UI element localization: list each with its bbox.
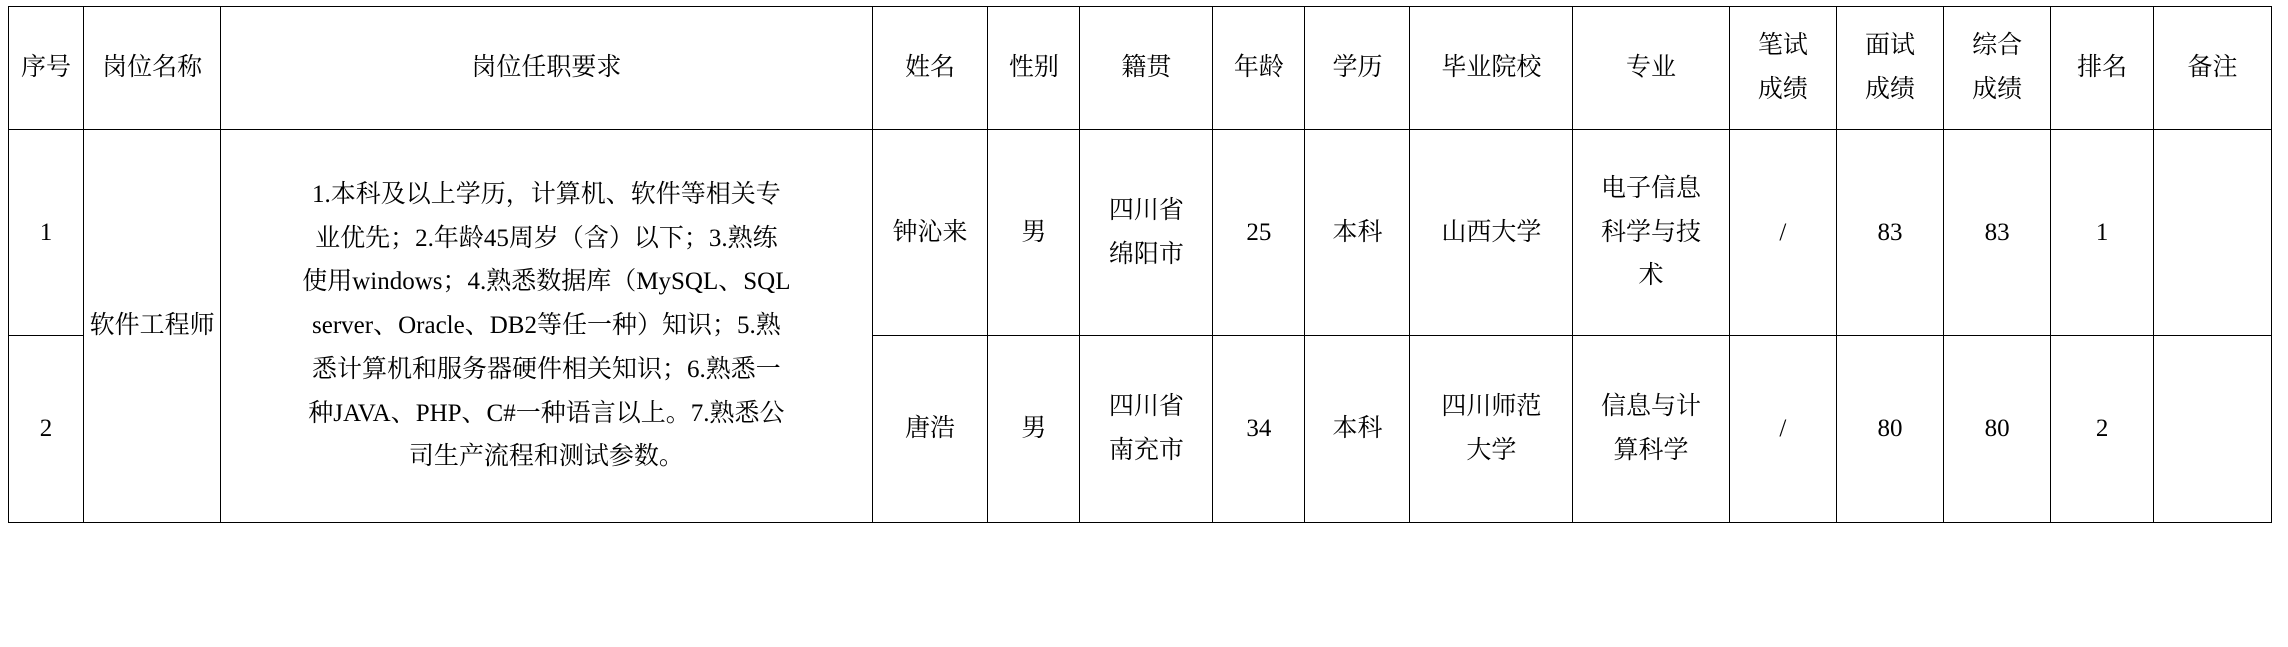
cell-gender: 男	[988, 336, 1080, 523]
header-gender: 性别	[988, 7, 1080, 130]
cell-native-place	[1080, 130, 1213, 336]
native-place-line: 南充市	[1108, 437, 1184, 464]
header-education: 学历	[1305, 7, 1410, 130]
cell-native-place	[1080, 336, 1213, 523]
header-written-line1: 笔试	[1757, 32, 1808, 60]
requirement-line: 悉计算机和服务器硬件相关知识；6.熟悉一	[311, 355, 781, 383]
header-written-line2: 成绩	[1757, 76, 1808, 103]
major-line: 科学与技	[1601, 218, 1702, 246]
header-remark: 备注	[2154, 7, 2272, 130]
major-line: 算科学	[1613, 437, 1689, 464]
header-native-place: 籍贯	[1080, 7, 1213, 130]
major-line: 信息与计	[1601, 393, 1702, 421]
cell-written-score: /	[1729, 336, 1836, 523]
header-interview-line2: 成绩	[1864, 76, 1915, 103]
school-line: 大学	[1466, 437, 1517, 464]
header-overall-line1: 综合	[1972, 32, 2023, 60]
cell-overall-score: 83	[1944, 130, 2051, 336]
cell-major	[1573, 336, 1729, 523]
header-interview-line1: 面试	[1864, 32, 1915, 60]
header-requirements: 岗位任职要求	[221, 7, 872, 130]
table-header-row	[9, 7, 2272, 130]
requirement-line: 1.本科及以上学历，计算机、软件等相关专	[311, 180, 781, 208]
cell-written-score: /	[1729, 130, 1836, 336]
header-seq: 序号	[9, 7, 84, 130]
header-name: 姓名	[872, 7, 988, 130]
header-age: 年龄	[1213, 7, 1305, 130]
cell-name: 唐浩	[872, 336, 988, 523]
header-school: 毕业院校	[1410, 7, 1573, 130]
cell-post-name: 软件工程师	[84, 130, 221, 523]
cell-interview-score: 83	[1836, 130, 1943, 336]
cell-requirements	[221, 130, 872, 523]
cell-overall-score: 80	[1944, 336, 2051, 523]
header-overall-score	[1944, 7, 2051, 130]
cell-gender: 男	[988, 130, 1080, 336]
major-line: 术	[1638, 262, 1664, 290]
candidate-results-table	[8, 6, 2272, 523]
table-row	[9, 130, 2272, 336]
header-overall-line2: 成绩	[1972, 76, 2023, 103]
cell-education: 本科	[1305, 130, 1410, 336]
cell-seq: 2	[9, 336, 84, 523]
cell-school	[1410, 336, 1573, 523]
requirement-line: server、Oracle、DB2等任一种）知识；5.熟	[312, 312, 781, 340]
cell-seq: 1	[9, 130, 84, 336]
cell-age: 25	[1213, 130, 1305, 336]
cell-rank: 2	[2051, 336, 2154, 523]
cell-remark	[2154, 130, 2272, 336]
native-place-line: 绵阳市	[1108, 240, 1184, 268]
native-place-line: 四川省	[1108, 393, 1184, 421]
cell-rank: 1	[2051, 130, 2154, 336]
cell-school	[1410, 130, 1573, 336]
cell-remark	[2154, 336, 2272, 523]
requirement-line: 种JAVA、PHP、C#一种语言以上。7.熟悉公	[308, 399, 785, 427]
header-rank: 排名	[2051, 7, 2154, 130]
school-line: 山西大学	[1441, 218, 1542, 246]
requirement-line: 使用windows；4.熟悉数据库（MySQL、SQL	[302, 268, 791, 296]
header-post-name: 岗位名称	[84, 7, 221, 130]
header-written-score	[1729, 7, 1836, 130]
cell-interview-score: 80	[1836, 336, 1943, 523]
native-place-line: 四川省	[1108, 196, 1184, 224]
table-body	[9, 130, 2272, 523]
cell-name: 钟沁来	[872, 130, 988, 336]
cell-age: 34	[1213, 336, 1305, 523]
table-header	[9, 7, 2272, 130]
major-line: 电子信息	[1601, 174, 1702, 202]
school-line: 四川师范	[1441, 393, 1542, 421]
requirement-line: 业优先；2.年龄45周岁（含）以下；3.熟练	[315, 224, 778, 252]
header-major: 专业	[1573, 7, 1729, 130]
header-interview-score	[1836, 7, 1943, 130]
cell-education: 本科	[1305, 336, 1410, 523]
cell-major	[1573, 130, 1729, 336]
requirement-line: 司生产流程和测试参数。	[408, 443, 684, 471]
